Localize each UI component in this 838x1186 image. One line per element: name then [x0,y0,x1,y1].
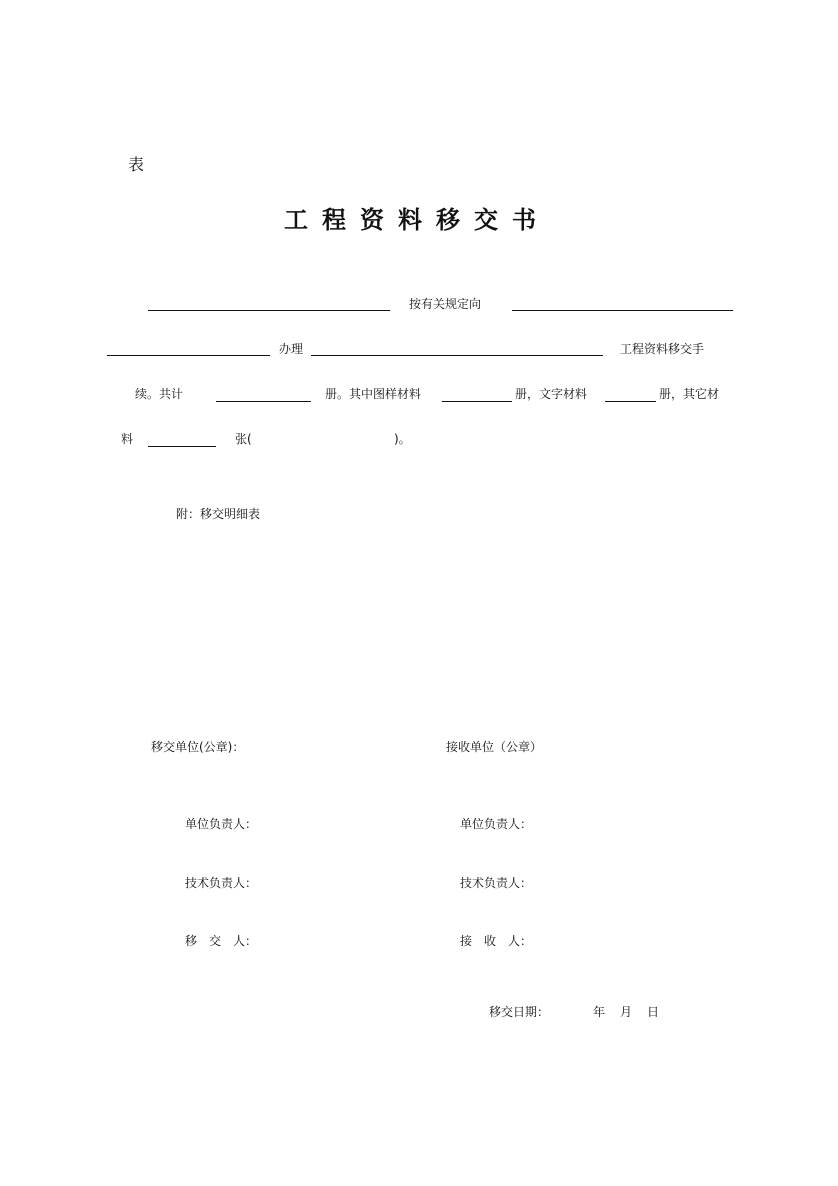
date-year: 年 [593,1005,606,1019]
form-tag: 表 [128,155,145,174]
blank-text-volumes[interactable] [605,401,656,402]
label-transfer-date: 移交日期： [489,1005,550,1019]
text-per-regulations: 按有关规定向 [409,297,482,311]
text-drawing-materials: 册。其中图样材料 [325,387,422,401]
date-month: 月 [620,1005,633,1019]
blank-sender-unit[interactable] [148,310,390,311]
label-transfer-unit: 移交单位(公章)： [151,740,245,754]
text-text-materials: 册，文字材料 [515,387,588,401]
text-total: 续。共计 [135,387,184,401]
date-day: 日 [647,1005,660,1019]
attachment-note: 附：移交明细表 [176,507,261,521]
blank-project-name[interactable] [311,355,603,356]
blank-drawing-volumes[interactable] [442,401,512,402]
document-title: 工程资料移交书 [284,206,550,234]
label-transfer-tech-head: 技术负责人： [185,876,258,890]
label-receiving-tech-head: 技术负责人： [460,876,533,890]
blank-other-sheets[interactable] [148,446,216,447]
blank-total-volumes[interactable] [216,401,311,402]
blank-receiver-unit[interactable] [512,310,733,311]
text-other-materials: 册，其它材 [659,387,720,401]
label-receiving-unit-head: 单位负责人： [460,817,533,831]
blank-receiver-unit-2[interactable] [107,355,270,356]
label-transfer-unit-head: 单位负责人： [185,817,258,831]
text-materials-end: 料 [121,432,134,446]
text-sheets-close: )。 [394,432,411,446]
text-sheets-open: 张( [235,432,252,446]
text-handover-procedure: 工程资料移交手 [620,342,705,356]
label-receiving-unit: 接收单位（公章） [446,740,543,754]
label-transferor: 移 交 人： [185,934,258,948]
text-handle: 办理 [279,342,304,356]
label-receiver: 接 收 人： [460,934,533,948]
